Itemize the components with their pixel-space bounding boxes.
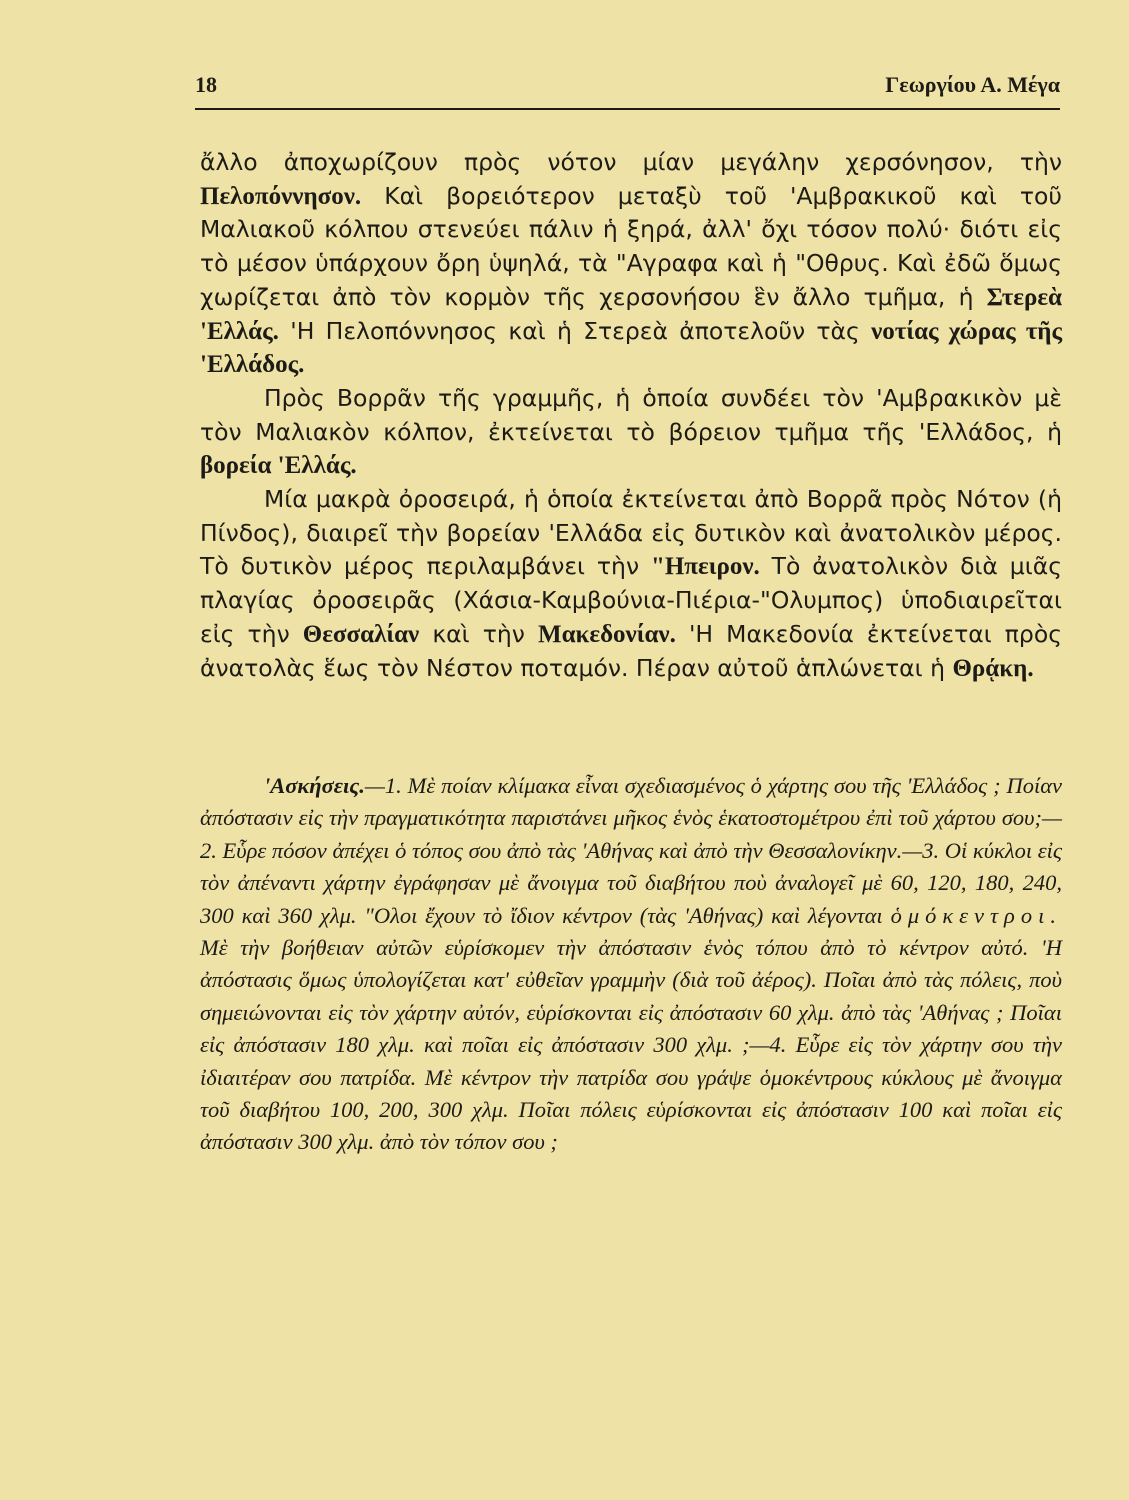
term-macedonia: Μακεδονίαν. xyxy=(537,620,676,648)
paragraph-2 xyxy=(200,382,1062,483)
paragraph-1-text-1: ἄλλο ἀποχωρίζουν πρὸς νότον μίαν μεγάλην χερσόνησον, τὴν xyxy=(200,148,1062,176)
paragraph-2-text-1: Πρὸς Βορρᾶν τῆς γραμμῆς, ἡ ὁποία συνδέει τὸν 'Αμβρακικὸν μὲ τὸν Μαλιακὸν κόλπον, ἐκτείνεται τὸ βόρειον τμῆμα τῆς 'Ελλάδος, ἡ xyxy=(200,383,1062,446)
exercises-section xyxy=(200,770,1062,1159)
main-text xyxy=(200,146,1062,685)
paragraph-1-text-2: Καὶ βορειότερον μεταξὺ τοῦ 'Αμβρακικοῦ καὶ τοῦ Μαλιακοῦ κόλπου στενεύει πάλιν ἡ ξηρά, ἀλλ' ὄχι τόσον πολύ· διότι εἰς τὸ μέσον ὑπάρχουν ὄρη ὑψηλά, τὰ "Αγραφα καὶ ἡ "Οθρυς. Καὶ ἐδῶ ὅμως χωρίζεται ἀπὸ τὸν κορμὸν τῆς χερσονήσου ἓν ἄλλο τμῆμα, ἡ xyxy=(200,181,1062,311)
term-thessaly: Θεσσαλίαν xyxy=(302,620,420,648)
paragraph-3-text-2: Τὸ ἀνατολικὸν διὰ μιᾶς πλαγίας ὀροσειρᾶς (Χάσια-Καμβούνια-Πιέρια-"Ολυμπος) ὑποδιαιρεῖται εἰς τὴν xyxy=(200,552,1062,648)
exercises-label: 'Ασκήσεις. xyxy=(264,773,365,798)
paragraph-1-text-3: 'Η Πελοπόννησος καὶ ἡ Στερεὰ ἀποτελοῦν τὰς xyxy=(278,316,872,345)
exercises-paragraph xyxy=(200,770,1062,1159)
paragraph-3-text-3: καὶ τὴν xyxy=(419,619,538,648)
paragraph-3 xyxy=(200,483,1062,685)
term-peloponnese: Πελοπόννησον. xyxy=(200,182,362,210)
exercises-text-1: —1. Μὲ ποίαν κλίμακα εἶναι σχεδιασμένος ὁ χάρτης σου τῆς 'Ελλάδος ; Ποίαν ἀπόστασιν εἰς τὴν πραγματικότητα παριστάνει μῆκος ἑνὸς ἑκατοστομέτρου ἐπὶ τοῦ χάρτου σου;—2. Εὗρε πόσον ἀπέχει ὁ τόπος σου ἀπὸ τὰς 'Αθήνας καὶ ἀπὸ τὴν Θεσσαλονίκην.—3. Οἱ κύκλοι εἰς τὸν ἀπέναντι χάρτην ἐγράφησαν μὲ ἄνοιγμα τοῦ διαβήτου ποὺ ἀναλογεῖ μὲ 60, 120, 180, 240, 300 καὶ 360 χλμ. "Ολοι ἔχουν τὸ ἴδιον κέντρον (τὰς 'Αθήνας) καὶ λέγονται xyxy=(200,773,1062,928)
paragraph-3-text-4: 'Η Μακεδονία ἐκτείνεται πρὸς ἀνατολὰς ἕως τὸν Νέστον ποταμόν. Πέραν αὐτοῦ ἁπλώνεται ἡ xyxy=(200,619,1062,682)
page-header xyxy=(195,72,1060,104)
term-northern-greece: βορεία 'Ελλάς. xyxy=(200,452,357,480)
running-head: Γεωργίου Α. Μέγα xyxy=(885,72,1060,97)
exercises-spaced-term: ὁμόκεντροι. xyxy=(890,902,1062,928)
term-southern-lands: νοτίας χώρας τῆς 'Ελλάδος. xyxy=(200,317,1062,379)
exercises-text-2: Μὲ τὴν βοήθειαν αὐτῶν εὑρίσκομεν τὴν ἀπόστασιν ἑνὸς τόπου ἀπὸ τὸ κέντρον αὐτό. 'Η ἀπόστασις ὅμως ὑπολογίζεται κατ' εὐθεῖαν γραμμὴν (διὰ τοῦ ἀέρος). Ποῖαι ἀπὸ τὰς πόλεις, ποὺ σημειώνονται εἰς τὸν χάρτην αὐτόν, εὑρίσκονται εἰς ἀπόστασιν 60 χλμ. ἀπὸ τὰς 'Αθήνας ; Ποῖαι εἰς ἀπόστασιν 180 χλμ. καὶ ποῖαι εἰς ἀπόστασιν 300 χλμ. ;—4. Εὗρε εἰς τὸν χάρτην σου τὴν ἰδιαιτέραν σου πατρίδα. Μὲ κέντρον τὴν πατρίδα σου γράψε ὁμοκέντρους κύκλους μὲ ἄνοιγμα τοῦ διαβήτου 100, 200, 300 χλμ. Ποῖαι πόλεις εὑρίσκονται εἰς ἀπόστασιν 100 καὶ ποῖαι εἰς ἀπόστασιν 300 χλμ. ἀπὸ τὸν τόπον σου ; xyxy=(200,935,1062,1155)
paragraph-1 xyxy=(200,146,1062,382)
term-epirus: "Ηπειρον. xyxy=(650,553,760,581)
paragraph-3-text-1: Μία μακρὰ ὀροσειρά, ἡ ὁποία ἐκτείνεται ἀπὸ Βορρᾶ πρὸς Νότον (ἡ Πίνδος), διαιρεῖ τὴν βορείαν 'Ελλάδα εἰς δυτικὸν καὶ ἀνατολικὸν μέρος. Τὸ δυτικὸν μέρος περιλαμβάνει τὴν xyxy=(200,485,1062,581)
header-rule xyxy=(195,108,1060,110)
term-thrace: Θρᾴκη. xyxy=(952,654,1034,682)
page-number: 18 xyxy=(195,72,217,97)
term-sterea-ellas: Στερεὰ 'Ελλάς. xyxy=(200,283,1062,345)
